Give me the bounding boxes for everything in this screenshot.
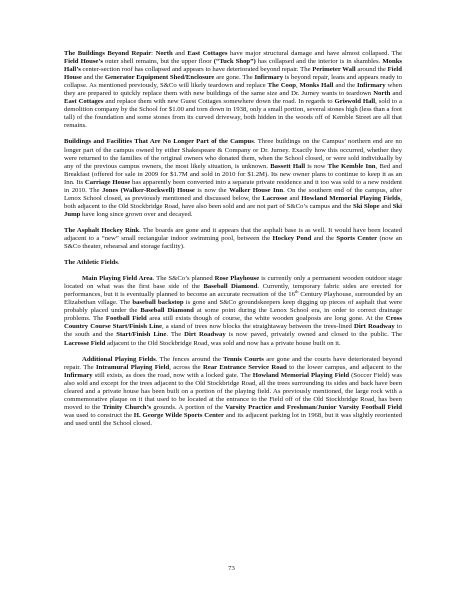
text-run: and the	[311, 234, 337, 242]
text-run: :	[151, 50, 156, 57]
bold-term: Intramural Playing Field	[96, 363, 170, 371]
bold-term: Infirmary	[64, 371, 93, 379]
bold-term: Tennis Courts	[223, 355, 264, 363]
text-run: center-section roof has collapsed and appears to have deteriorated beyond repair. The	[80, 66, 313, 74]
paragraph-no-longer-part	[64, 138, 402, 218]
bold-term: Dirt Roadway	[353, 323, 395, 331]
text-run: have long since grown over and decayed.	[80, 210, 193, 218]
text-run: . The	[166, 331, 185, 339]
bold-term: North	[155, 50, 173, 57]
paragraph-main-playing-field	[64, 275, 402, 347]
bold-term: (“Tuck Shop”)	[213, 58, 256, 66]
text-run: have major structural damage and have almost collapsed. The	[227, 50, 402, 57]
bold-term: Walker House Inn	[229, 186, 284, 194]
text-run: and the	[81, 74, 105, 82]
text-run: has collapsed and the interior is in shambles.	[255, 58, 383, 66]
text-run: and replace them with new Guest Cottages somewhere down the road. In regards to	[103, 98, 335, 106]
superscript: th	[294, 288, 299, 294]
bold-term: Lacrosse	[262, 194, 288, 202]
bold-term: Infirmary	[356, 82, 386, 90]
bold-term: Dirt Roadway	[184, 331, 226, 339]
bold-term: baseball backstop	[132, 299, 184, 307]
text-run: and the	[333, 82, 357, 90]
bold-term: The Buildings Beyond Repair	[64, 50, 152, 57]
text-run: , sold to a demolition company by the School for $1.00 and torn down in 1938, only a small portion, several stones high (less than a foot tall) of the foundation and some stones from its curved driveway, both hidden in the woods off of Kemble Street are all that remains.	[64, 98, 402, 130]
paragraph-beyond-repair	[64, 50, 402, 130]
heading-athletic-fields	[64, 259, 402, 267]
bold-term: Trinity Church’s	[102, 403, 152, 411]
text-run: when they are prepared to quickly replace them with new buildings of the same size and Dr. Jurney wants to teardown	[64, 82, 402, 98]
text-run: is now the	[194, 186, 230, 194]
bold-term: Buildings and Facilities That Are No Longer Part of the Campus	[64, 138, 254, 146]
text-run: still exists, as does the road, now with a locked gate. The	[92, 371, 253, 379]
text-run: adjacent to the Old Stockbridge Road, was sold and now has a private house built on it.	[105, 339, 341, 347]
bold-term: Baseball Diamond	[203, 283, 258, 291]
text-run: . Three buildings on the Campus’ northern end are no longer part of the campus owned by either Shakespeare & Company or Dr. Jurney. Exactly how this occurred, whether they were returned to the families of the original owners who donated them, when the School closed, or were sold individually by any of the previous campus owners, the most likely situation, is unknown.	[64, 138, 403, 170]
text-run: grounds. A portion of the	[151, 403, 226, 411]
bold-term: Baseball Diamond	[140, 307, 194, 315]
text-run: . The S&Co’s planned	[152, 275, 215, 283]
text-run: is beyond repair, leans and appears ready to collapse. As mentioned previously, S&Co will likely teardown and replace	[64, 74, 402, 90]
text-run: to the south and the	[64, 323, 403, 339]
bold-term: Rear Entrance Service Road	[203, 363, 287, 371]
text-run: . The fences around the	[155, 355, 224, 363]
bold-term: Ski Slope	[352, 202, 380, 210]
bold-term: Ski Jump	[64, 202, 402, 218]
bold-term: Jones (Walker-Rockwell) House	[102, 186, 195, 194]
bold-term: The Kemble Inn	[327, 162, 376, 170]
text-run: , both adjacent to the Old Stockbridge Road, have also been sold and are not part of S&Co’s campus and the	[64, 194, 402, 210]
text-run: . On the southern end of the campus, after Lenox School closed, as previously mentioned and discussed below, the	[64, 186, 403, 202]
text-run: area still exists though of course, the white wooden goalposts are long gone. At the	[146, 315, 386, 323]
document-page	[64, 50, 402, 436]
text-run: has apparently been converted into a separate private residence and it too was sold to a new resident in 2010. The	[64, 178, 402, 194]
text-run: , Bed and Breakfast (offered for sale in 2009 for $1.7M and sold in 2010 for $1.2M). Its new owner plans to continue to keep it as an Inn. Its	[64, 162, 402, 186]
bold-term: Field House’s	[64, 58, 103, 66]
bold-term: Perimeter Wall	[312, 66, 356, 74]
text-run: (Soccer Field) was also sold and except for the trees adjacent to the Old Stockbridge Road, all the trees surrounding its sides and back have been cleared and a private house has been built on a portion of the playing field. As previously mentioned, the large rock with a commemorative plaque on it that used to be located at the entrance to the Field off of the Old Stockbridge Road, has been moved to the	[64, 371, 403, 411]
text-run: . Currently, temporary fabric sides are erected for performances, but it is eventually planned to become an accurate recreation of the 16	[64, 283, 402, 299]
text-run: was used to construct the	[64, 411, 134, 419]
bold-term: Generator Equipment Shed/Enclosure	[104, 74, 215, 82]
bold-term: The Asphalt Hockey Rink	[64, 226, 140, 234]
text-run: , across the	[169, 363, 204, 371]
text-run: are gone. The	[214, 74, 255, 82]
bold-term: Sports Center	[336, 234, 378, 242]
text-run: is gone and S&Co groundskeepers keep digging up pieces of asphalt that were probably placed under the	[64, 299, 402, 315]
text-run: is now paved, privately owned and closed to the public. The	[225, 331, 402, 339]
bold-term: Football Field	[105, 315, 147, 323]
text-run: . The boards are gone and it appears that the asphalt base is as well. It would have been located adjacent to a “new” small rectangular indoor swimming pool, between the	[64, 226, 402, 242]
bold-term: H. George Wilde Sports Center	[133, 411, 224, 419]
bold-term: East Cottages	[64, 98, 104, 106]
bold-term: Start/Finish Line	[116, 331, 167, 339]
paragraph-additional-playing-fields	[64, 356, 402, 428]
bold-term: Rose Playhouse	[214, 275, 260, 283]
paragraph-hockey-rink	[64, 227, 402, 251]
text-run: to the lower campus, and adjacent to the	[286, 363, 402, 371]
bold-term: Field House	[64, 66, 402, 82]
bold-term: Cross Country Course Start/Finish Line	[64, 315, 402, 331]
text-run: (now an S&Co theater, rehearsal and storage facility).	[64, 234, 403, 251]
bold-term: Lacrosse Field	[64, 339, 106, 347]
text-run: , a stand of trees now blocks the straightaway between the trees-lined	[162, 323, 354, 331]
bold-term: Griswold Hall	[334, 98, 376, 106]
bold-term: Howland Memorial Playing Fields	[301, 194, 401, 202]
bold-term: The Athletic Fields	[64, 259, 118, 267]
bold-term: North	[373, 90, 391, 98]
bold-term: Bassett Hall	[270, 162, 306, 170]
text-run: .	[117, 259, 120, 267]
text-run: and	[379, 202, 393, 210]
text-run: at some point during the Lenox School era, in order to correct drainage problems. The	[64, 307, 402, 323]
text-run: and	[172, 50, 188, 57]
bold-term: Additional Playing Fields	[82, 355, 156, 363]
text-run: outer shell remains, but the upper floor	[102, 58, 214, 66]
text-run: ,	[295, 82, 300, 90]
bold-term: The Coop	[267, 82, 296, 90]
bold-term: Infirmary	[254, 74, 284, 82]
bold-term: Main Playing Field Area	[82, 275, 153, 283]
text-run: is currently only a permanent wooden outdoor stage located on what was the first base side of the	[64, 275, 402, 291]
bold-term: Howland Memorial Playing Field	[252, 371, 350, 379]
bold-term: Carriage House	[84, 178, 131, 186]
text-run: and	[287, 194, 302, 202]
bold-term: Monks Hall’s	[64, 58, 403, 74]
bold-term: Monks Hall	[299, 82, 334, 90]
text-run: Century Playhouse, surrounded by an Elizabethan village. The	[64, 291, 403, 307]
bold-term: Hockey Pond	[272, 234, 312, 242]
text-run: and	[390, 90, 402, 98]
text-run: and its adjacent parking lot in 1968, but it was slightly reoriented and used until the School closed.	[64, 411, 403, 427]
text-run: are gone and the courts have deteriorated beyond repair. The	[64, 355, 403, 371]
text-run: around the	[355, 66, 388, 74]
text-run: is now	[305, 162, 328, 170]
bold-term: East Cottages	[187, 50, 228, 57]
page-number: 73	[228, 565, 235, 572]
bold-term: Varsity Practice and Freshman/Junior Varsity Football Field	[225, 403, 403, 411]
